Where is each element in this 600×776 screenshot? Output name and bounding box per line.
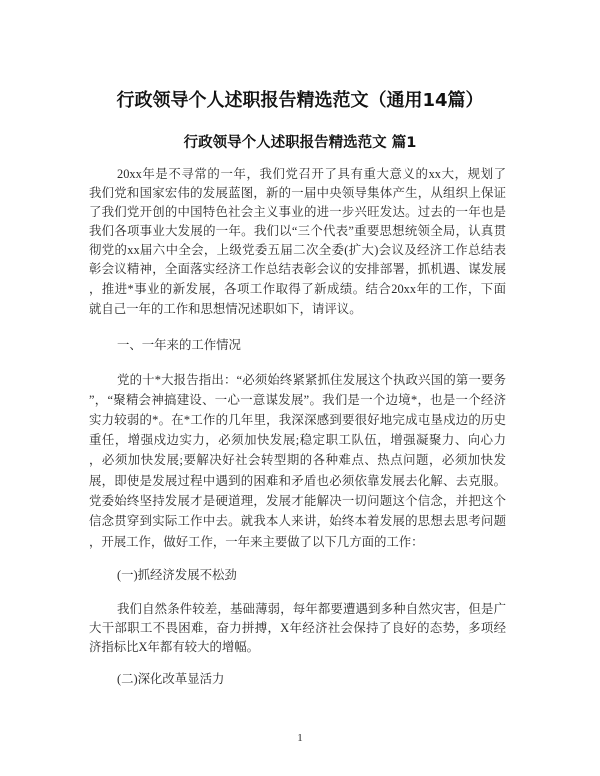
paragraph-line: 信念贯穿到实际工作中去。就我本人来讲，始终本着发展的思想去思考问题 [89,514,506,528]
paragraph-line: 济指标比X年都有较大的增幅。 [89,640,260,654]
paragraph-line: 彻党的xx届六中全会，上级党委五届二次全委(扩大)会议及经济工作总结表 [89,243,506,257]
paragraph-line: 大干部职工不畏困难，奋力拼搏，X年经济社会保持了良好的态势，多项经 [89,621,506,635]
paragraph-line: ，必须加快发展;要解决好社会转型期的各种难点、热点问题，必须加快发 [89,453,506,467]
document-title: 行政领导个人述职报告精选范文（通用14篇） [116,90,484,111]
page-number: 1 [297,732,303,744]
paragraph-line: 我们党和国家宏伟的发展蓝图，新的一届中央领导集体产生，从组织上保证 [89,186,506,200]
paragraph-line: 实力较弱的*。在*工作的几年里，我深深感到要很好地完成屯垦戍边的历史 [89,413,506,427]
paragraph-line: 党委始终坚持发展才是硬道理，发展才能解决一切问题这个信念，并把这个 [89,494,506,508]
paragraph-line: 了我们党开创的中国特色社会主义事业的进一步兴旺发达。过去的一年也是 [89,205,506,219]
paragraph-line: 展，即使是发展过程中遇到的困难和矛盾也必须依靠发展去化解、去克服。 [89,474,506,488]
paragraph-line: 彰会议精神，全面落实经济工作总结表彰会议的安排部署，抓机遇、谋发展 [89,262,506,276]
paragraph-line: 20xx年是不寻常的一年，我们党召开了具有重大意义的xx大，规划了 [117,167,506,181]
paragraph-line: 党的十*大报告指出：“必须始终紧紧抓住发展这个执政兴国的第一要务 [117,373,506,387]
subsection-heading: (二)深化改革显活力 [117,672,225,686]
paragraph-line: 我们自然条件较差，基础薄弱，每年都要遭遇到多种自然灾害，但是广 [117,602,506,616]
paragraph-line: 就自己一年的工作和思想情况述职如下，请评议。 [89,302,362,316]
paragraph-line: 我们各项事业大发展的一年。我们以“三个代表”重要思想统领全局，认真贯 [89,224,506,238]
section-title: 行政领导个人述职报告精选范文 篇1 [183,135,417,151]
subsection-heading: (一)抓经济发展不松劲 [117,568,237,582]
paragraph-line: ，开展工作，做好工作，一年来主要做了以下几方面的工作： [89,535,424,549]
section-heading: 一、一年来的工作情况 [117,338,241,352]
paragraph-line: 重任，增强戍边实力，必须加快发展;稳定职工队伍，增强凝聚力、向心力 [89,433,506,447]
paragraph-line: ，推进*事业的新发展，各项工作取得了新成绩。结合20xx年的工作，下面 [89,282,506,296]
paragraph-line: ”，“聚精会神搞建设、一心一意谋发展”。我们是一个边境*，也是一个经济 [89,393,506,407]
